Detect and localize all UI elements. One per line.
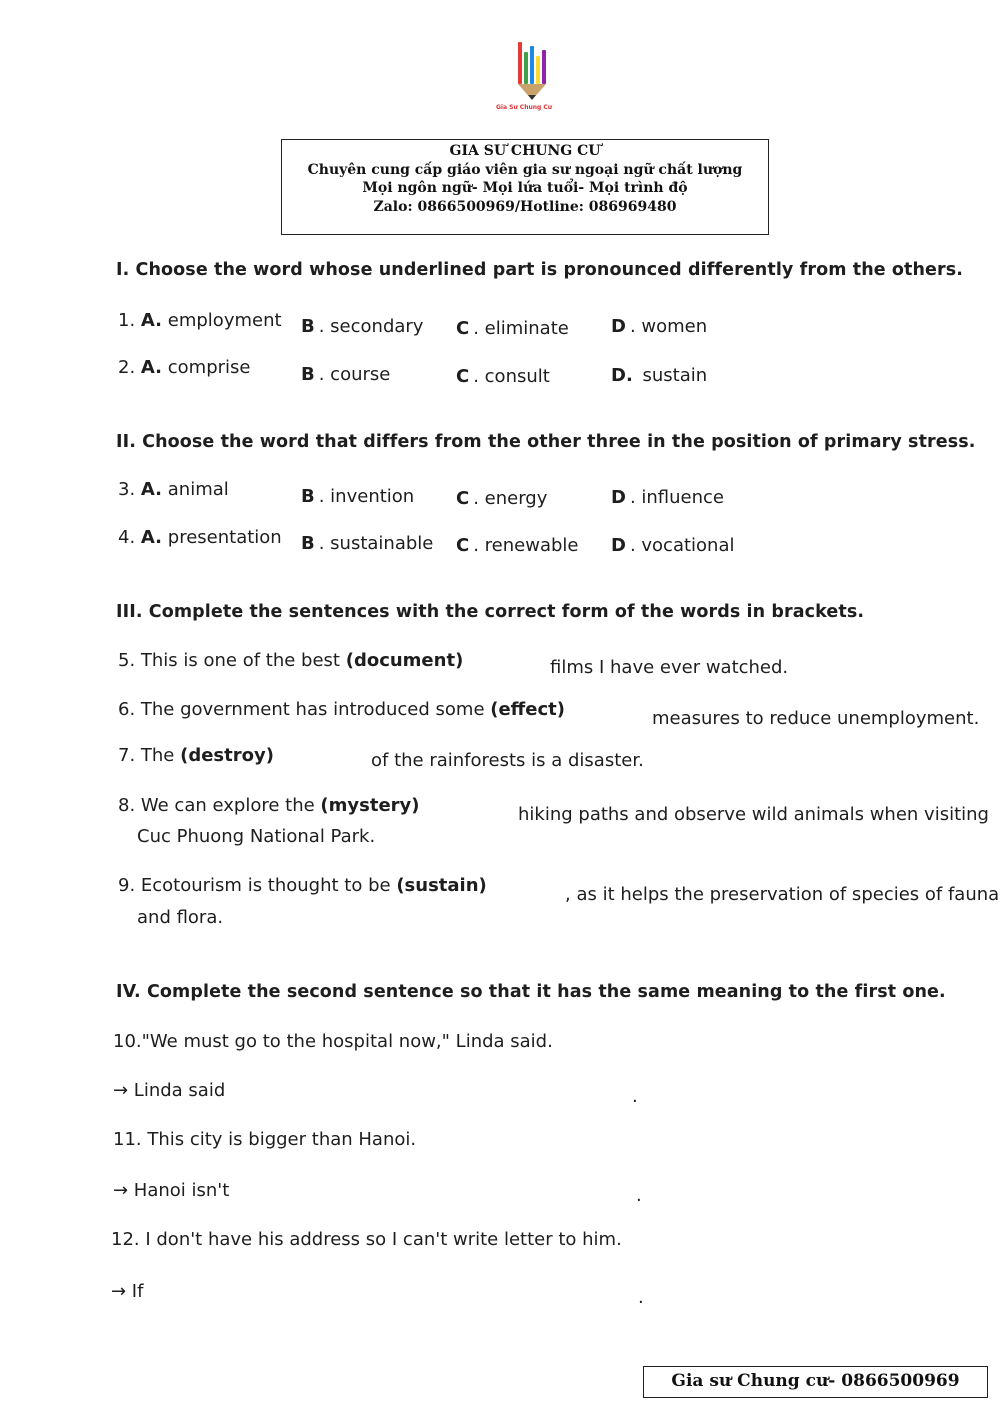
logo-bar <box>536 56 540 84</box>
question-4-option-d: D . vocational <box>611 535 735 556</box>
bracket-word: (destroy) <box>180 745 274 766</box>
section-4-heading: IV. Complete the second sentence so that it has the same meaning to the first one. <box>116 982 946 1002</box>
question-1-option-c: C . eliminate <box>456 318 569 339</box>
question-7-rest: of the rainforests is a disaster. <box>371 750 644 771</box>
bracket-word: (document) <box>345 650 464 671</box>
header-title: GIA SƯ CHUNG CƯ <box>449 143 601 159</box>
question-10-answer-prompt: → Linda said <box>113 1080 226 1101</box>
question-3-option-d: D . influence <box>611 487 725 508</box>
question-12-answer-prompt: → If <box>111 1281 144 1302</box>
bracket-word: (effect) <box>490 699 565 720</box>
logo-label: Gia Sư Chung Cư <box>496 104 553 111</box>
question-1-option-d: D . women <box>611 316 708 337</box>
question-4-option-b: B . sustainable <box>301 533 434 554</box>
footer-text: Gia sư Chung cư- 0866500969 <box>671 1371 960 1391</box>
bracket-word: (sustain) <box>396 875 487 896</box>
question-2-option-d: D. sustain <box>611 365 708 386</box>
question-4: 4. A. presentation <box>118 527 282 548</box>
question-9-rest: , as it helps the preservation of species of fauna <box>565 884 1000 905</box>
question-11-answer-prompt: → Hanoi isn't <box>113 1180 230 1201</box>
section-1-heading: I. Choose the word whose underlined part is pronounced differently from the others. <box>116 260 964 280</box>
question-3-option-c: C . energy <box>456 488 548 509</box>
question-5: 5. This is one of the best (document) <box>118 650 464 671</box>
question-2-option-c: C . consult <box>456 366 550 387</box>
question-12: 12. I don't have his address so I can't write letter to him. <box>111 1229 622 1250</box>
question-2: 2. A. comprise <box>118 357 251 378</box>
logo <box>496 38 560 118</box>
question-9-continued: and flora. <box>137 907 224 928</box>
bracket-word: (mystery) <box>320 795 420 816</box>
question-11-end-dot: . <box>636 1185 642 1206</box>
question-7: 7. The (destroy) <box>118 745 274 766</box>
question-1 <box>118 310 282 331</box>
header-contact: Zalo: 0866500969/Hotline: 086969480 <box>373 198 677 215</box>
footer-box <box>643 1366 988 1398</box>
question-4-option-c: C . renewable <box>456 535 579 556</box>
question-10-end-dot: . <box>632 1086 638 1107</box>
option-a-text: employment <box>167 310 282 331</box>
question-12-end-dot: . <box>638 1287 644 1308</box>
header-subtitle: Mọi ngôn ngữ- Mọi lứa tuổi- Mọi trình độ <box>362 180 688 196</box>
option-a-text: comprise <box>167 357 251 378</box>
question-1-option-b: B . secondary <box>301 316 424 337</box>
question-6: 6. The government has introduced some (effect) <box>118 699 565 720</box>
logo-bar <box>518 42 522 84</box>
question-8-rest: hiking paths and observe wild animals when visiting <box>518 804 989 825</box>
logo-bar <box>524 52 528 84</box>
header-box <box>281 139 769 235</box>
question-3: 3. A. animal <box>118 479 229 500</box>
question-6-rest: measures to reduce unemployment. <box>652 708 980 729</box>
option-a-letter: A. <box>140 310 163 331</box>
question-10: 10."We must go to the hospital now," Linda said. <box>113 1031 553 1052</box>
question-8: 8. We can explore the (mystery) <box>118 795 420 816</box>
logo-bar <box>542 50 546 84</box>
question-9: 9. Ecotourism is thought to be (sustain) <box>118 875 487 896</box>
question-5-rest: films I have ever watched. <box>550 657 789 678</box>
logo-bar <box>530 46 534 84</box>
question-8-continued: Cuc Phuong National Park. <box>137 826 376 847</box>
section-3-heading: III. Complete the sentences with the correct form of the words in brackets. <box>116 602 865 622</box>
section-2-heading: II. Choose the word that differs from the other three in the position of primary stress. <box>116 432 976 452</box>
question-3-option-b: B . invention <box>301 486 415 507</box>
header-tagline: Chuyên cung cấp giáo viên gia sư ngoại ngữ chất lượng <box>307 161 743 178</box>
question-11: 11. This city is bigger than Hanoi. <box>113 1129 417 1150</box>
question-2-option-b: B . course <box>301 364 391 385</box>
question-number: 1. <box>118 310 136 331</box>
